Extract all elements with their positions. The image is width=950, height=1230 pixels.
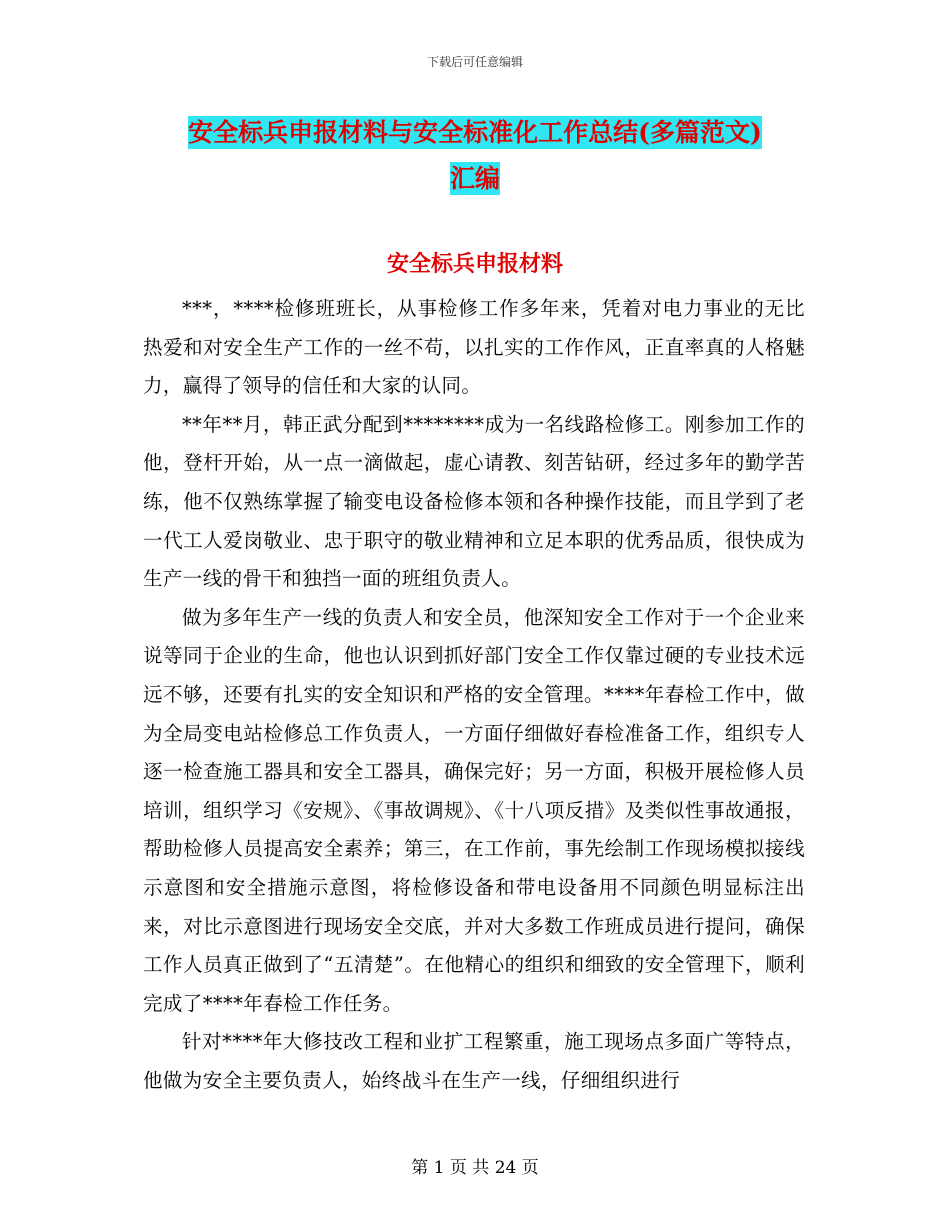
body-text	[143, 290, 805, 1100]
page-header-note: 下载后可任意编辑	[426, 55, 523, 69]
paragraph: **年**月，韩正武分配到********成为一名线路检修工。刚参加工作的他，登杆开始，从一点一滴做起，虚心请教、刻苦钻研，经过多年的勤学苦练，他不仅熟练掌握了输变电设备检修本领和各种操作技能，而且学到了老一代工人爱岗敬业、忠于职守的敬业精神和立足本职的优秀品质，很快成为生产一线的骨干和独挡一面的班组负责人。	[143, 412, 805, 591]
paragraph: 做为多年生产一线的负责人和安全员，他深知安全工作对于一个企业来说等同于企业的生命，他也认识到抓好部门安全工作仅靠过硬的专业技术远远不够，还要有扎实的安全知识和严格的安全管理。****年春检工作中，做为全局变电站检修总工作负责人，一方面仔细做好春检准备工作，组织专人逐一检查施工器具和安全工器具，确保完好；另一方面，积极开展检修人员培训，组织学习《安规》、《事故调规》、《十八项反措》及类似性事故通报，帮助检修人员提高安全素养；第三，在工作前，事先绘制工作现场模拟接线示意图和安全措施示意图，将检修设备和带电设备用不同颜色明显标注出来，对比示意图进行现场安全交底，并对大多数工作班成员进行提问，确保工作人员真正做到了“五清楚”。在他精心的组织和细致的安全管理下，顺利完成了****年春检工作任务。	[143, 605, 805, 1015]
paragraph: 针对****年大修技改工程和业扩工程繁重，施工现场点多面广等特点，他做为安全主要负责人，始终战斗在生产一线，仔细组织进行	[143, 1030, 805, 1092]
document-title-line2: 汇编	[449, 164, 500, 193]
document-title	[0, 110, 950, 202]
paragraph: ***，****检修班班长，从事检修工作多年来，凭着对电力事业的无比热爱和对安全生产工作的一丝不苟，以扎实的工作作风，正直率真的人格魅力，赢得了领导的信任和大家的认同。	[143, 297, 805, 398]
page-number: 第 1 页 共 24 页	[411, 1158, 539, 1178]
document-title-line1: 安全标兵申报材料与安全标准化工作总结(多篇范文)	[188, 118, 762, 147]
section-title: 安全标兵申报材料	[386, 251, 563, 277]
